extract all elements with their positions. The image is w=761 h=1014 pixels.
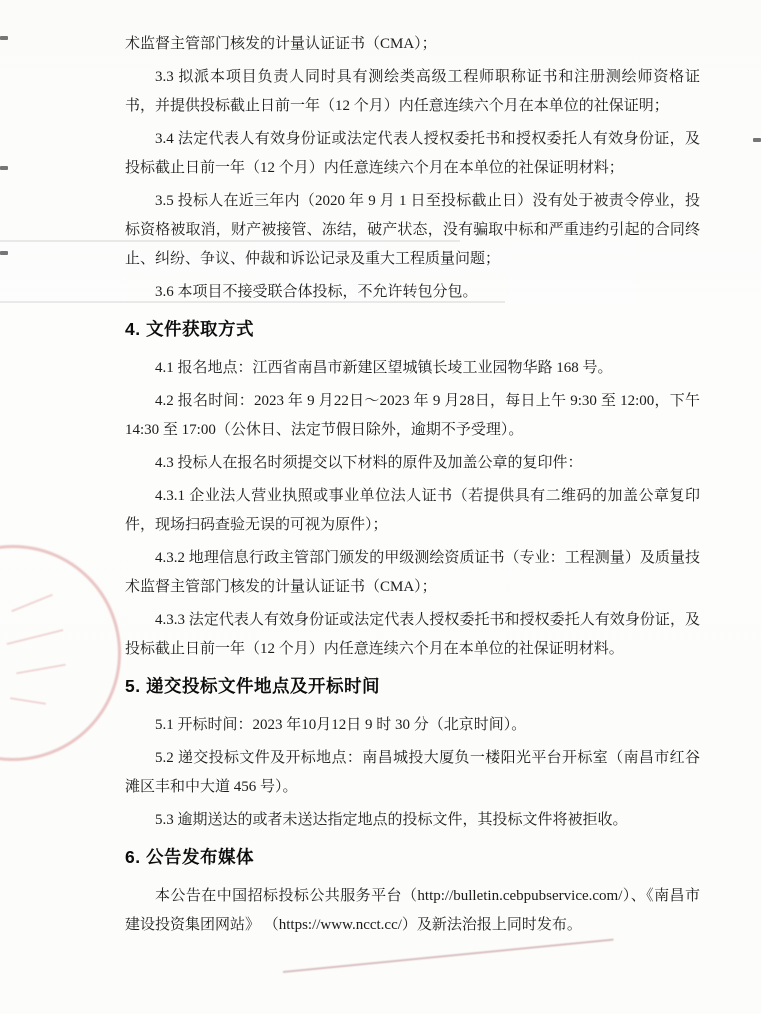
section-heading: 6. 公告发布媒体 bbox=[125, 847, 254, 867]
paragraph: 术监督主管部门核发的计量认证证书（CMA）； bbox=[125, 36, 437, 52]
paragraph: 5.2 递交投标文件及开标地点：南昌城投大厦负一楼阳光平台开标室（南昌市红谷滩区丰和中大道 456 号）。 bbox=[125, 750, 700, 795]
paragraph: 4.2 报名时间：2023 年 9 月22日～2023 年 9 月28日，每日上午 9:30 至 12:00，下午 14:30 至 17:00（公休日、法定节假日除外，逾期不予受理）。 bbox=[125, 393, 700, 438]
section-heading: 4. 文件获取方式 bbox=[125, 319, 254, 339]
section-heading: 5. 递交投标文件地点及开标时间 bbox=[125, 676, 380, 696]
scan-edge-artifact bbox=[0, 36, 8, 40]
paragraph: 5.1 开标时间：2023 年10月12日 9 时 30 分（北京时间）。 bbox=[155, 717, 527, 733]
paragraph: 3.6 本项目不接受联合体投标，不允许转包分包。 bbox=[155, 284, 478, 300]
paragraph: 3.5 投标人在近三年内（2020 年 9 月 1 日至投标截止日）没有处于被责令停业，投标资格被取消，财产被接管、冻结，破产状态，没有骗取中标和严重违约引起的合同终止、纠纷、争议、仲裁和诉讼记录及重大工程质量问题； bbox=[125, 193, 700, 267]
paragraph: 本公告在中国招标投标公共服务平台（http://bulletin.cebpubservice.com/）、《南昌市建设投资集团网站》 （https://www.ncct.cc/）及新法治报上同时发布。 bbox=[125, 888, 700, 933]
red-seal-stamp bbox=[0, 545, 121, 761]
scan-edge-artifact bbox=[0, 251, 8, 255]
paragraph: 4.3 投标人在报名时须提交以下材料的原件及加盖公章的复印件： bbox=[155, 455, 583, 471]
paragraph: 3.3 拟派本项目负责人同时具有测绘类高级工程师职称证书和注册测绘师资格证书，并提供投标截止日前一年（12 个月）内任意连续六个月在本单位的社保证明； bbox=[125, 69, 700, 114]
paragraph: 4.3.1 企业法人营业执照或事业单位法人证书（若提供具有二维码的加盖公章复印件，现场扫码查验无误的可视为原件）； bbox=[125, 488, 700, 533]
paragraph: 4.1 报名地点：江西省南昌市新建区望城镇长堎工业园物华路 168 号。 bbox=[155, 360, 613, 376]
scan-edge-artifact bbox=[0, 166, 8, 170]
paragraph: 5.3 逾期送达的或者未送达指定地点的投标文件，其投标文件将被拒收。 bbox=[155, 812, 628, 828]
scan-edge-artifact bbox=[753, 138, 761, 142]
document-body bbox=[125, 30, 700, 944]
paragraph: 4.3.3 法定代表人有效身份证或法定代表人授权委托书和授权委托人有效身份证，及投标截止日前一年（12 个月）内任意连续六个月在本单位的社保证明材料。 bbox=[125, 612, 700, 657]
paragraph: 4.3.2 地理信息行政主管部门颁发的甲级测绘资质证书（专业：工程测量）及质量技术监督主管部门核发的计量认证证书（CMA）； bbox=[125, 550, 700, 595]
paragraph: 3.4 法定代表人有效身份证或法定代表人授权委托书和授权委托人有效身份证，及投标截止日前一年（12 个月）内任意连续六个月在本单位的社保证明材料； bbox=[125, 131, 700, 176]
